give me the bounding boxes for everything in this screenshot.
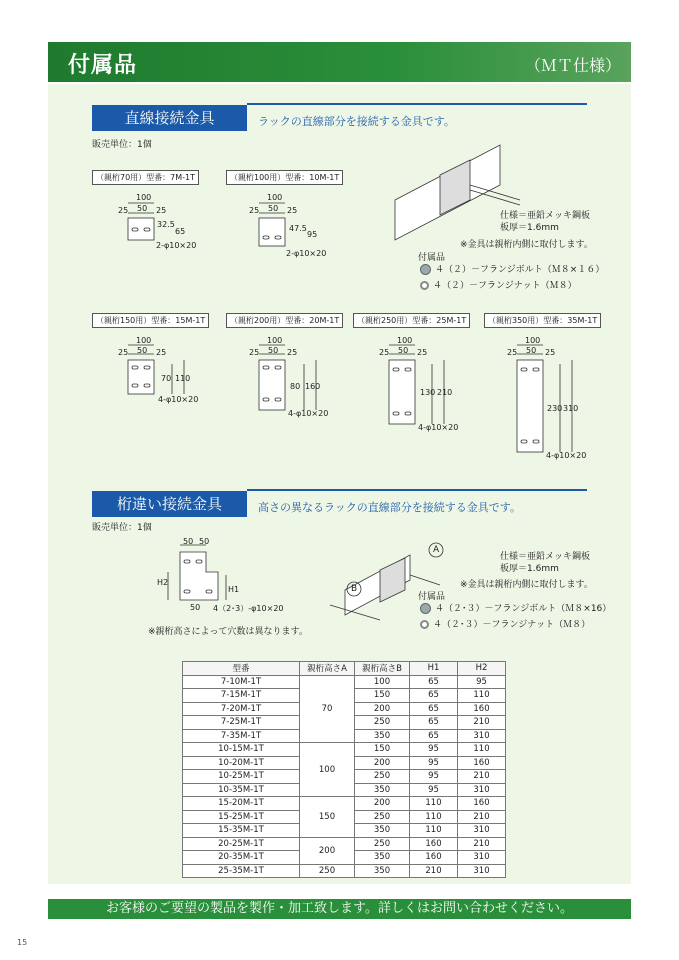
cell-height-b: 350: [355, 783, 410, 797]
cell-h1: 95: [410, 756, 458, 770]
section2-spec-1: 仕様＝亜鉛メッキ鋼板: [500, 552, 591, 562]
cell-h1: 65: [410, 716, 458, 730]
dim-step-bottom: 50: [190, 603, 201, 612]
cell-model: 10-20M-1T: [183, 756, 300, 770]
section2-note: ※金具は親桁内側に取付します。: [460, 580, 593, 590]
dim-35m-h1: 230: [547, 404, 563, 413]
cell-height-b: 200: [355, 797, 410, 811]
cell-model: 15-20M-1T: [183, 797, 300, 811]
section2-unit: 販売単位：1個: [92, 523, 152, 533]
cell-height-b: 350: [355, 864, 410, 878]
cell-h2: 310: [458, 851, 506, 865]
dim-25m-hole: 4-φ10×20: [418, 423, 459, 432]
cell-h1: 160: [410, 851, 458, 865]
cell-h2: 95: [458, 675, 506, 689]
footer-banner: お客様のご要望の製品を製作・加工致します。詳しくはお問い合わせください。: [48, 899, 631, 919]
cell-h1: 210: [410, 864, 458, 878]
cell-h1: 110: [410, 810, 458, 824]
section1-note: ※金具は親桁内側に取付します。: [460, 240, 593, 250]
dim-20m-h1: 80: [290, 382, 301, 391]
bolt-icon: [420, 603, 431, 614]
dim-25m-left: 25: [379, 348, 390, 357]
tag-7m: （親桁70用）型番：7M-1T: [92, 170, 199, 185]
section2-desc: 高さの異なるラックの直線部分を接続する金具です。: [258, 501, 521, 514]
dim-35m-left: 25: [507, 348, 518, 357]
cell-height-b: 250: [355, 770, 410, 784]
dim-7m-pitch: 50: [137, 204, 148, 213]
cell-model: 10-15M-1T: [183, 743, 300, 757]
dim-step-w2: 50: [199, 537, 210, 546]
section2-parts-label: 付属品: [418, 592, 446, 602]
section2-part-bolt: ４（２･３）－フランジボルト（Ｍ８×16）: [420, 601, 611, 617]
model-table: [182, 661, 506, 878]
section2-hole-note: ※親桁高さによって穴数は異なります。: [148, 627, 308, 637]
dim-15m-width: 100: [136, 336, 152, 345]
section2-parts: [420, 601, 611, 633]
cell-model: 25-35M-1T: [183, 864, 300, 878]
table-row: [183, 797, 506, 811]
col-height-a: 親桁高さA: [300, 662, 355, 676]
dim-step-h1: H1: [228, 585, 240, 594]
dim-25m-h2: 210: [437, 388, 453, 397]
cell-h1: 65: [410, 675, 458, 689]
tag-15m: （親桁150用）型番：15M-1T: [92, 313, 209, 328]
dim-15m-pitch: 50: [137, 346, 148, 355]
section1-unit: 販売単位：1個: [92, 140, 152, 150]
dim-step-w1: 50: [183, 537, 194, 546]
dim-20m-right: 25: [287, 348, 298, 357]
dim-20m-h2: 160: [305, 382, 321, 391]
dim-7m-right: 25: [156, 206, 167, 215]
cell-h1: 110: [410, 797, 458, 811]
col-h2: H2: [458, 662, 506, 676]
cell-height-b: 250: [355, 810, 410, 824]
dim-15m-h1: 70: [161, 374, 172, 383]
cell-h2: 210: [458, 810, 506, 824]
cell-h1: 65: [410, 689, 458, 703]
cell-height-b: 250: [355, 716, 410, 730]
cell-h2: 160: [458, 797, 506, 811]
table-row: [183, 837, 506, 851]
tag-10m: （親桁100用）型番：10M-1T: [226, 170, 343, 185]
cell-h1: 160: [410, 837, 458, 851]
dim-20m-left: 25: [249, 348, 260, 357]
cell-model: 7-35M-1T: [183, 729, 300, 743]
label-a: A: [433, 545, 440, 555]
dim-15m-right: 25: [156, 348, 167, 357]
col-h1: H1: [410, 662, 458, 676]
cell-h2: 310: [458, 864, 506, 878]
cell-height-b: 350: [355, 851, 410, 865]
cell-h2: 160: [458, 756, 506, 770]
dim-35m-pitch: 50: [526, 346, 537, 355]
section1-desc: ラックの直線部分を接続する金具です。: [258, 115, 455, 128]
cell-height-b: 200: [355, 702, 410, 716]
dim-10m-h1: 47.5: [289, 224, 307, 233]
dim-10m-h2: 95: [307, 230, 318, 239]
cell-model: 20-35M-1T: [183, 851, 300, 865]
cell-height-a: 150: [300, 797, 355, 838]
cell-h2: 310: [458, 824, 506, 838]
cell-model: 7-10M-1T: [183, 675, 300, 689]
plate-35m: [517, 360, 543, 452]
cell-model: 7-15M-1T: [183, 689, 300, 703]
cell-h2: 210: [458, 716, 506, 730]
cell-model: 7-20M-1T: [183, 702, 300, 716]
col-height-b: 親桁高さB: [355, 662, 410, 676]
dim-15m-hole: 4-φ10×20: [158, 395, 199, 404]
dim-35m-width: 100: [525, 336, 541, 345]
tag-35m: （親桁350用）型番：35M-1T: [484, 313, 601, 328]
cell-h2: 210: [458, 837, 506, 851]
dim-step-holes: 4（2･3）-φ10×20: [213, 604, 284, 613]
section1-title: 直線接続金具: [92, 105, 247, 131]
cell-height-a: 200: [300, 837, 355, 864]
section1-part-nut: ４（２）－フランジナット（Ｍ８）: [420, 278, 604, 294]
cell-h1: 65: [410, 702, 458, 716]
dim-step-h2: H2: [157, 578, 169, 587]
cell-height-a: 70: [300, 675, 355, 743]
cell-height-a: 100: [300, 743, 355, 797]
cell-model: 20-25M-1T: [183, 837, 300, 851]
section1-parts-label: 付属品: [418, 253, 446, 263]
dim-10m-pitch: 50: [268, 204, 279, 213]
cell-model: 10-25M-1T: [183, 770, 300, 784]
cell-h1: 95: [410, 743, 458, 757]
dim-15m-h2: 110: [175, 374, 191, 383]
tag-25m: （親桁250用）型番：25M-1T: [353, 313, 470, 328]
cell-model: 15-25M-1T: [183, 810, 300, 824]
table-header-row: [183, 662, 506, 676]
section2-spec-2: 板厚＝1.6mm: [500, 564, 559, 574]
dim-35m-right: 25: [545, 348, 556, 357]
table-row: [183, 864, 506, 878]
cell-h1: 95: [410, 783, 458, 797]
section2-title: 桁違い接続金具: [92, 491, 247, 517]
section2-rule: [247, 489, 587, 491]
cell-h2: 110: [458, 689, 506, 703]
section1-spec-1: 仕様＝亜鉛メッキ鋼板: [500, 211, 591, 221]
bolt-icon: [420, 264, 431, 275]
plate-15m: [128, 360, 154, 394]
dim-10m-hole: 2-φ10×20: [286, 249, 327, 258]
table-row: [183, 743, 506, 757]
cell-h2: 160: [458, 702, 506, 716]
cell-height-b: 250: [355, 837, 410, 851]
cell-h2: 210: [458, 770, 506, 784]
section2-part-nut: ４（２･３）－フランジナット（Ｍ８）: [420, 617, 611, 633]
cell-height-b: 150: [355, 689, 410, 703]
dim-10m-right: 25: [287, 206, 298, 215]
cell-model: 7-25M-1T: [183, 716, 300, 730]
page-number: 15: [17, 938, 28, 947]
section1-parts: [420, 262, 604, 294]
dim-35m-h2: 310: [563, 404, 579, 413]
dim-7m-h1: 32.5: [157, 220, 175, 229]
col-model: 型番: [183, 662, 300, 676]
cell-h1: 110: [410, 824, 458, 838]
dim-35m-hole: 4-φ10×20: [546, 451, 587, 460]
dim-20m-hole: 4-φ10×20: [288, 409, 329, 418]
dim-7m-h2: 65: [175, 227, 186, 236]
cell-h2: 310: [458, 783, 506, 797]
cell-model: 15-35M-1T: [183, 824, 300, 838]
dim-20m-width: 100: [267, 336, 283, 345]
dim-7m-left: 25: [118, 206, 129, 215]
label-b: B: [351, 584, 358, 594]
cell-height-a: 250: [300, 864, 355, 878]
dim-10m-left: 25: [249, 206, 260, 215]
spec-label: （ＭＴ仕様）: [524, 56, 621, 75]
dim-25m-pitch: 50: [398, 346, 409, 355]
cell-height-b: 150: [355, 743, 410, 757]
cell-height-b: 350: [355, 729, 410, 743]
cell-h1: 65: [410, 729, 458, 743]
cell-height-b: 350: [355, 824, 410, 838]
dim-25m-h1: 130: [420, 388, 436, 397]
dim-10m-width: 100: [267, 193, 283, 202]
dim-7m-width: 100: [136, 193, 152, 202]
dim-20m-pitch: 50: [268, 346, 279, 355]
cell-model: 10-35M-1T: [183, 783, 300, 797]
tag-20m: （親桁200用）型番：20M-1T: [226, 313, 343, 328]
cell-height-b: 200: [355, 756, 410, 770]
table-row: [183, 675, 506, 689]
cell-h2: 310: [458, 729, 506, 743]
section1-part-bolt: ４（２）－フランジボルト（Ｍ８×１６）: [420, 262, 604, 278]
dim-15m-left: 25: [118, 348, 129, 357]
dim-25m-right: 25: [417, 348, 428, 357]
dim-7m-hole: 2-φ10×20: [156, 241, 197, 250]
cell-height-b: 100: [355, 675, 410, 689]
dim-25m-width: 100: [397, 336, 413, 345]
nut-icon: [420, 281, 429, 290]
cell-h1: 95: [410, 770, 458, 784]
page-title: 付属品: [68, 53, 138, 78]
cell-h2: 110: [458, 743, 506, 757]
plate-10m: [259, 218, 285, 246]
section1-spec-2: 板厚＝1.6mm: [500, 223, 559, 233]
nut-icon: [420, 620, 429, 629]
